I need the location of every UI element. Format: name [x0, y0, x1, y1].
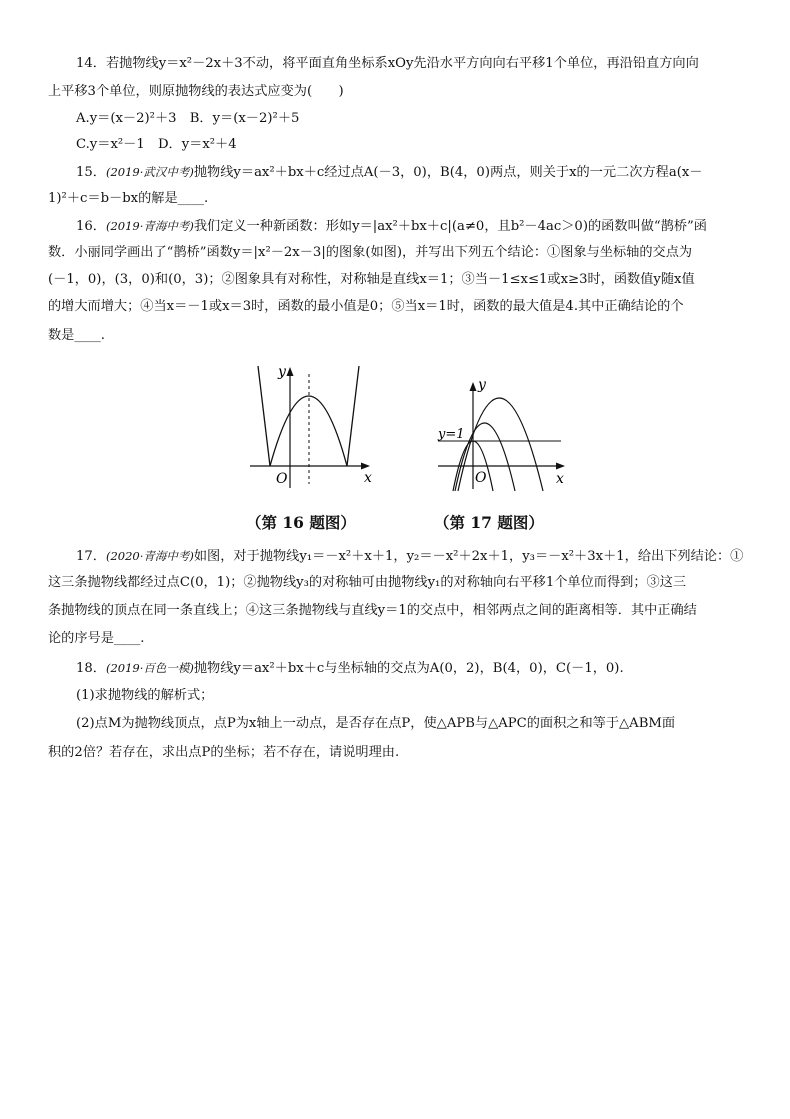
q17-line-2: 这三条抛物线都经过点C(0，1)；②抛物线y₃的对称轴可由抛物线y₁的对称轴向右平移1个单位而得到；③这三 [48, 575, 687, 590]
fig16-left-branch [258, 366, 270, 466]
q18-part-2-line-2: 积的2倍？若存在，求出点P的坐标；若不存在，请说明理由. [48, 745, 400, 760]
q15-line-2: 1)²＋c＝b－bx的解是____. [48, 191, 209, 206]
fig16-right-branch [347, 366, 359, 466]
q15-line-1 [76, 163, 702, 182]
q15-number: 15． [76, 165, 106, 180]
fig17-graph [433, 375, 573, 493]
q18-text: 抛物线y＝ax²＋bx＋c与坐标轴的交点为A(0，2)，B(4，0)，C(－1，0). [193, 661, 624, 676]
fig16-y-arrow [287, 367, 294, 376]
q17-source: (2020·青海中考) [105, 549, 194, 563]
fig16-x-label: x [364, 470, 372, 486]
q15-text: 抛物线y＝ax²＋bx＋c经过点A(－3，0)，B(4，0)两点，则关于x的一元二次方程a(x－ [193, 165, 703, 180]
q16-line-3: (－1，0)，(3，0)和(0，3)；②图象具有对称性，对称轴是直线x＝1；③当－1≤x≤1或x≥3时，函数值y随x值 [48, 272, 695, 287]
fig16-origin-label: O [276, 471, 288, 487]
q16-text: 我们定义一种新函数：形如y＝|ax²＋bx＋c|(a≠0，且b²－4ac＞0)的函数叫做“鹊桥”函 [193, 219, 707, 234]
q14-line-1: 14．若抛物线y＝x²－2x＋3不动，将平面直角坐标系xOy先沿水平方向向右平移1个单位，再沿铅直方向向 [76, 56, 699, 71]
fig17-y-arrow [470, 382, 477, 391]
q18-part-1: (1)求抛物线的解析式； [76, 688, 214, 703]
q16-line-2: 数．小丽同学画出了“鹊桥”函数y＝|x²－2x－3|的图象(如图)，并写出下列五个结论：①图象与坐标轴的交点为 [48, 245, 693, 260]
q16-source: (2019·青海中考) [105, 219, 194, 233]
q18-source: (2019·百色一模) [105, 661, 194, 675]
q17-line-4: 论的序号是____. [48, 631, 145, 646]
q17-line-3: 条抛物线的顶点在同一条直线上；④这三条抛物线与直线y＝1的交点中，相邻两点之间的距离相等．其中正确结 [48, 603, 697, 618]
q15-source: (2019·武汉中考) [105, 165, 194, 179]
q17-text: 如图，对于抛物线y₁＝－x²＋x＋1，y₂＝－x²＋2x＋1，y₃＝－x²＋3x＋1，给出下列结论：① [193, 549, 744, 564]
q14-line-2: 上平移3个单位，则原抛物线的表达式应变为( ) [48, 84, 344, 99]
fig17-origin-label: O [475, 470, 487, 486]
fig16-y-label: y [278, 364, 286, 380]
fig17-line-label: y=1 [438, 427, 465, 442]
q17-line-1 [76, 547, 743, 566]
q16-line-4: 的增大而增大；④当x＝－1或x＝3时，函数的最小值是0；⑤当x＝1时，函数的最大值是4.其中正确结论的个 [48, 299, 684, 314]
q16-line-5: 数是____. [48, 328, 105, 343]
fig17-parabola-y3 [458, 398, 543, 491]
fig17-caption: （第 17 题图） [434, 513, 544, 532]
fig17-x-label: x [556, 471, 564, 487]
fig16-graph [248, 360, 378, 490]
fig17-y-label: y [478, 377, 486, 393]
q18-part-2-line-1: (2)点M为抛物线顶点，点P为x轴上一动点，是否存在点P，使△APB与△APC的面积之和等于△ABM面 [76, 716, 676, 731]
q14-options-ab: A.y＝(x－2)²＋3 B．y＝(x－2)²＋5 [76, 111, 300, 126]
fig16-x-arrow [361, 463, 370, 470]
q16-number: 16． [76, 219, 106, 234]
fig16-caption: （第 16 题图） [246, 513, 356, 532]
q18-line-1 [76, 659, 624, 678]
q14-options-cd: C.y＝x²－1 D．y＝x²＋4 [76, 137, 237, 152]
q18-number: 18． [76, 661, 106, 676]
q16-line-1 [76, 217, 707, 236]
q17-number: 17． [76, 549, 106, 564]
fig17-x-arrow [556, 463, 565, 470]
